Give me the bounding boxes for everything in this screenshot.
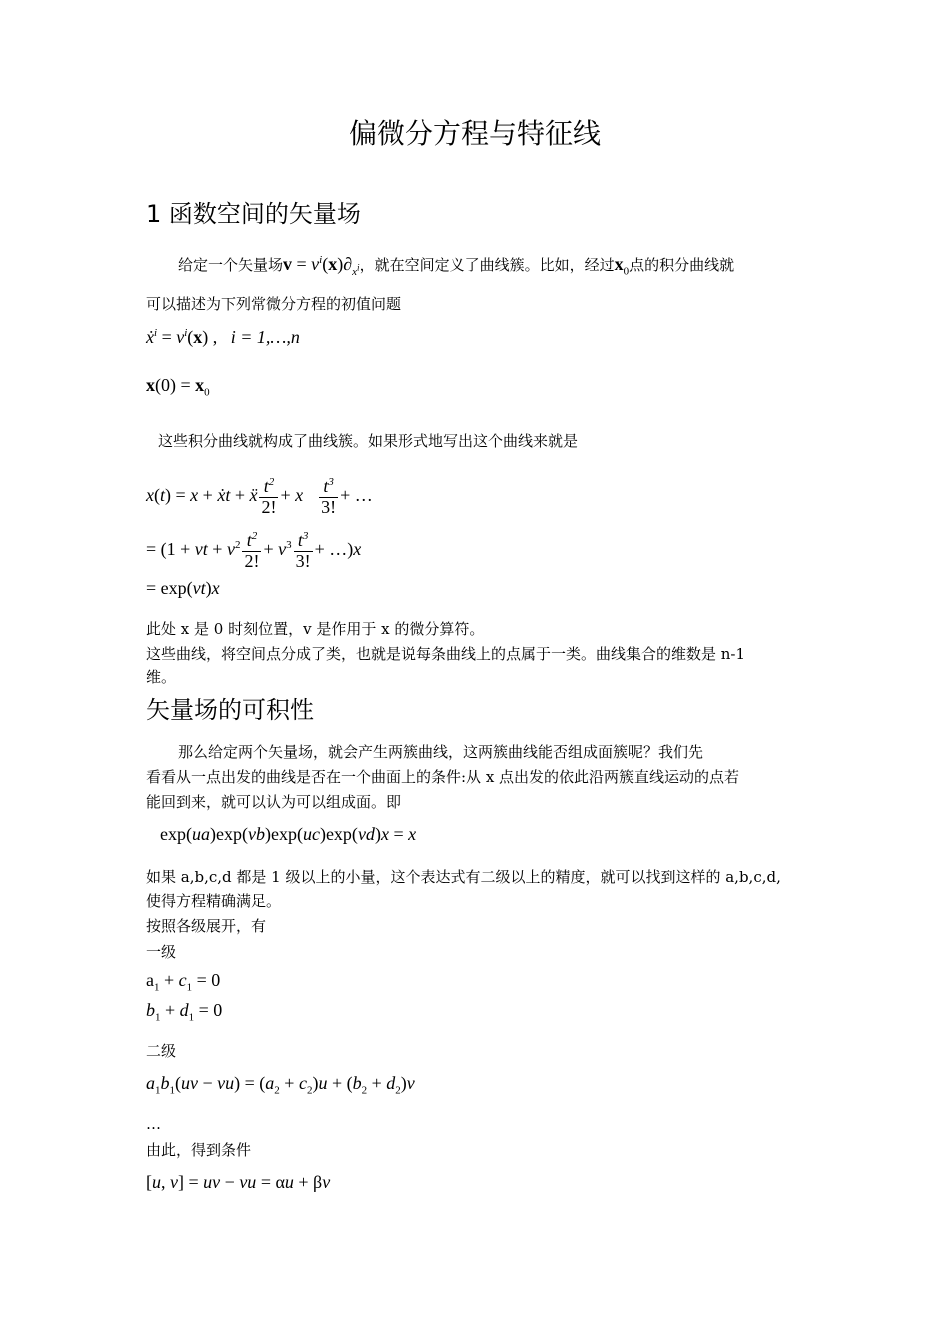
paragraph-line: 能回到来，就可以认为可以组成面。即 [146,793,402,811]
paragraph-line: 这些曲线，将空间点分成了类，也就是说每条曲线上的点属于一类。曲线集合的维数是 n-1 [146,645,746,663]
section-heading-1: 1 函数空间的矢量场 [146,200,361,228]
paragraph-line: 如果 a,b,c,d 都是 1 级以上的小量，这个表达式有二级以上的精度，就可以找到这样的 a,b,c,d, [146,868,781,886]
taylor-expansion-line-3: = exp(vt)x [146,578,220,598]
first-order-label: 一级 [146,943,177,961]
vector-field-formula: $v = v^i(x)\partial_{x^i}$ [283,254,360,278]
ode-index-range: i = 1,…,n [230,327,300,347]
paragraph-line: 那么给定两个矢量场，就会产生两簇曲线，这两簇曲线能否组成面簇呢？我们先 [178,743,704,761]
para-text: 给定一个矢量场 [178,256,284,274]
paragraph-line: 这些积分曲线就构成了曲线簇。如果形式地写出这个曲线来就是 [158,432,579,450]
section-heading-2: 矢量场的可积性 [146,696,314,724]
paragraph-line: 使得方程精确满足。 [146,892,282,910]
lie-bracket-condition: [u, v] = uv − vu = αu + βv [146,1172,331,1192]
first-order-eq-1: $a_1 + c_1 = 0$ [146,970,221,994]
second-order-eq: $a_1b_1(uv - vu) = (a_2 + c_2)u + (b_2 + d_2)v$ [146,1073,415,1097]
integrability-equation: exp(ua)exp(vb)exp(uc)exp(vd)x = x [160,824,417,844]
paragraph-line [178,254,734,278]
paragraph-line: 此处 x 是 0 时刻位置，v 是作用于 x 的微分算符。 [146,620,485,638]
initial-condition: $x(0) = x_0$ [146,375,210,399]
para-text: ，就在空间定义了曲线簇。比如，经过 [359,256,615,274]
paragraph-line: 可以描述为下列常微分方程的初值问题 [146,295,402,313]
ellipsis: … [146,1115,161,1133]
page-title: 偏微分方程与特征线 [348,117,601,150]
paragraph-line: 维。 [146,668,177,686]
para-text: 点的积分曲线就 [629,256,735,274]
point-x0: $x_0$ [614,254,630,278]
second-order-label: 二级 [146,1042,177,1060]
ode-equation: ẋ$^i$ = $v^i(x)$ , i = 1,…,n [146,327,300,347]
taylor-expansion-line-2: = (1 + vt + $v^2$ $\frac{t^2}{2!}$ + $v^3$ $\frac{t^3}{3!}$ + …)x [146,530,362,571]
taylor-expansion-line-1: x(t) = x + ẋt + ẍ $\frac{t^2}{2!}$ + x⃛ $\frac{t^3}{3!}$ + … [146,476,373,517]
first-order-eq-2: $b_1 + d_1 = 0$ [146,1000,223,1024]
paragraph-line: 按照各级展开，有 [146,917,267,935]
paragraph-line: 看看从一点出发的曲线是否在一个曲面上的条件:从 x 点出发的依此沿两簇直线运动的点若 [146,768,740,786]
paragraph-line: 由此，得到条件 [146,1141,252,1159]
